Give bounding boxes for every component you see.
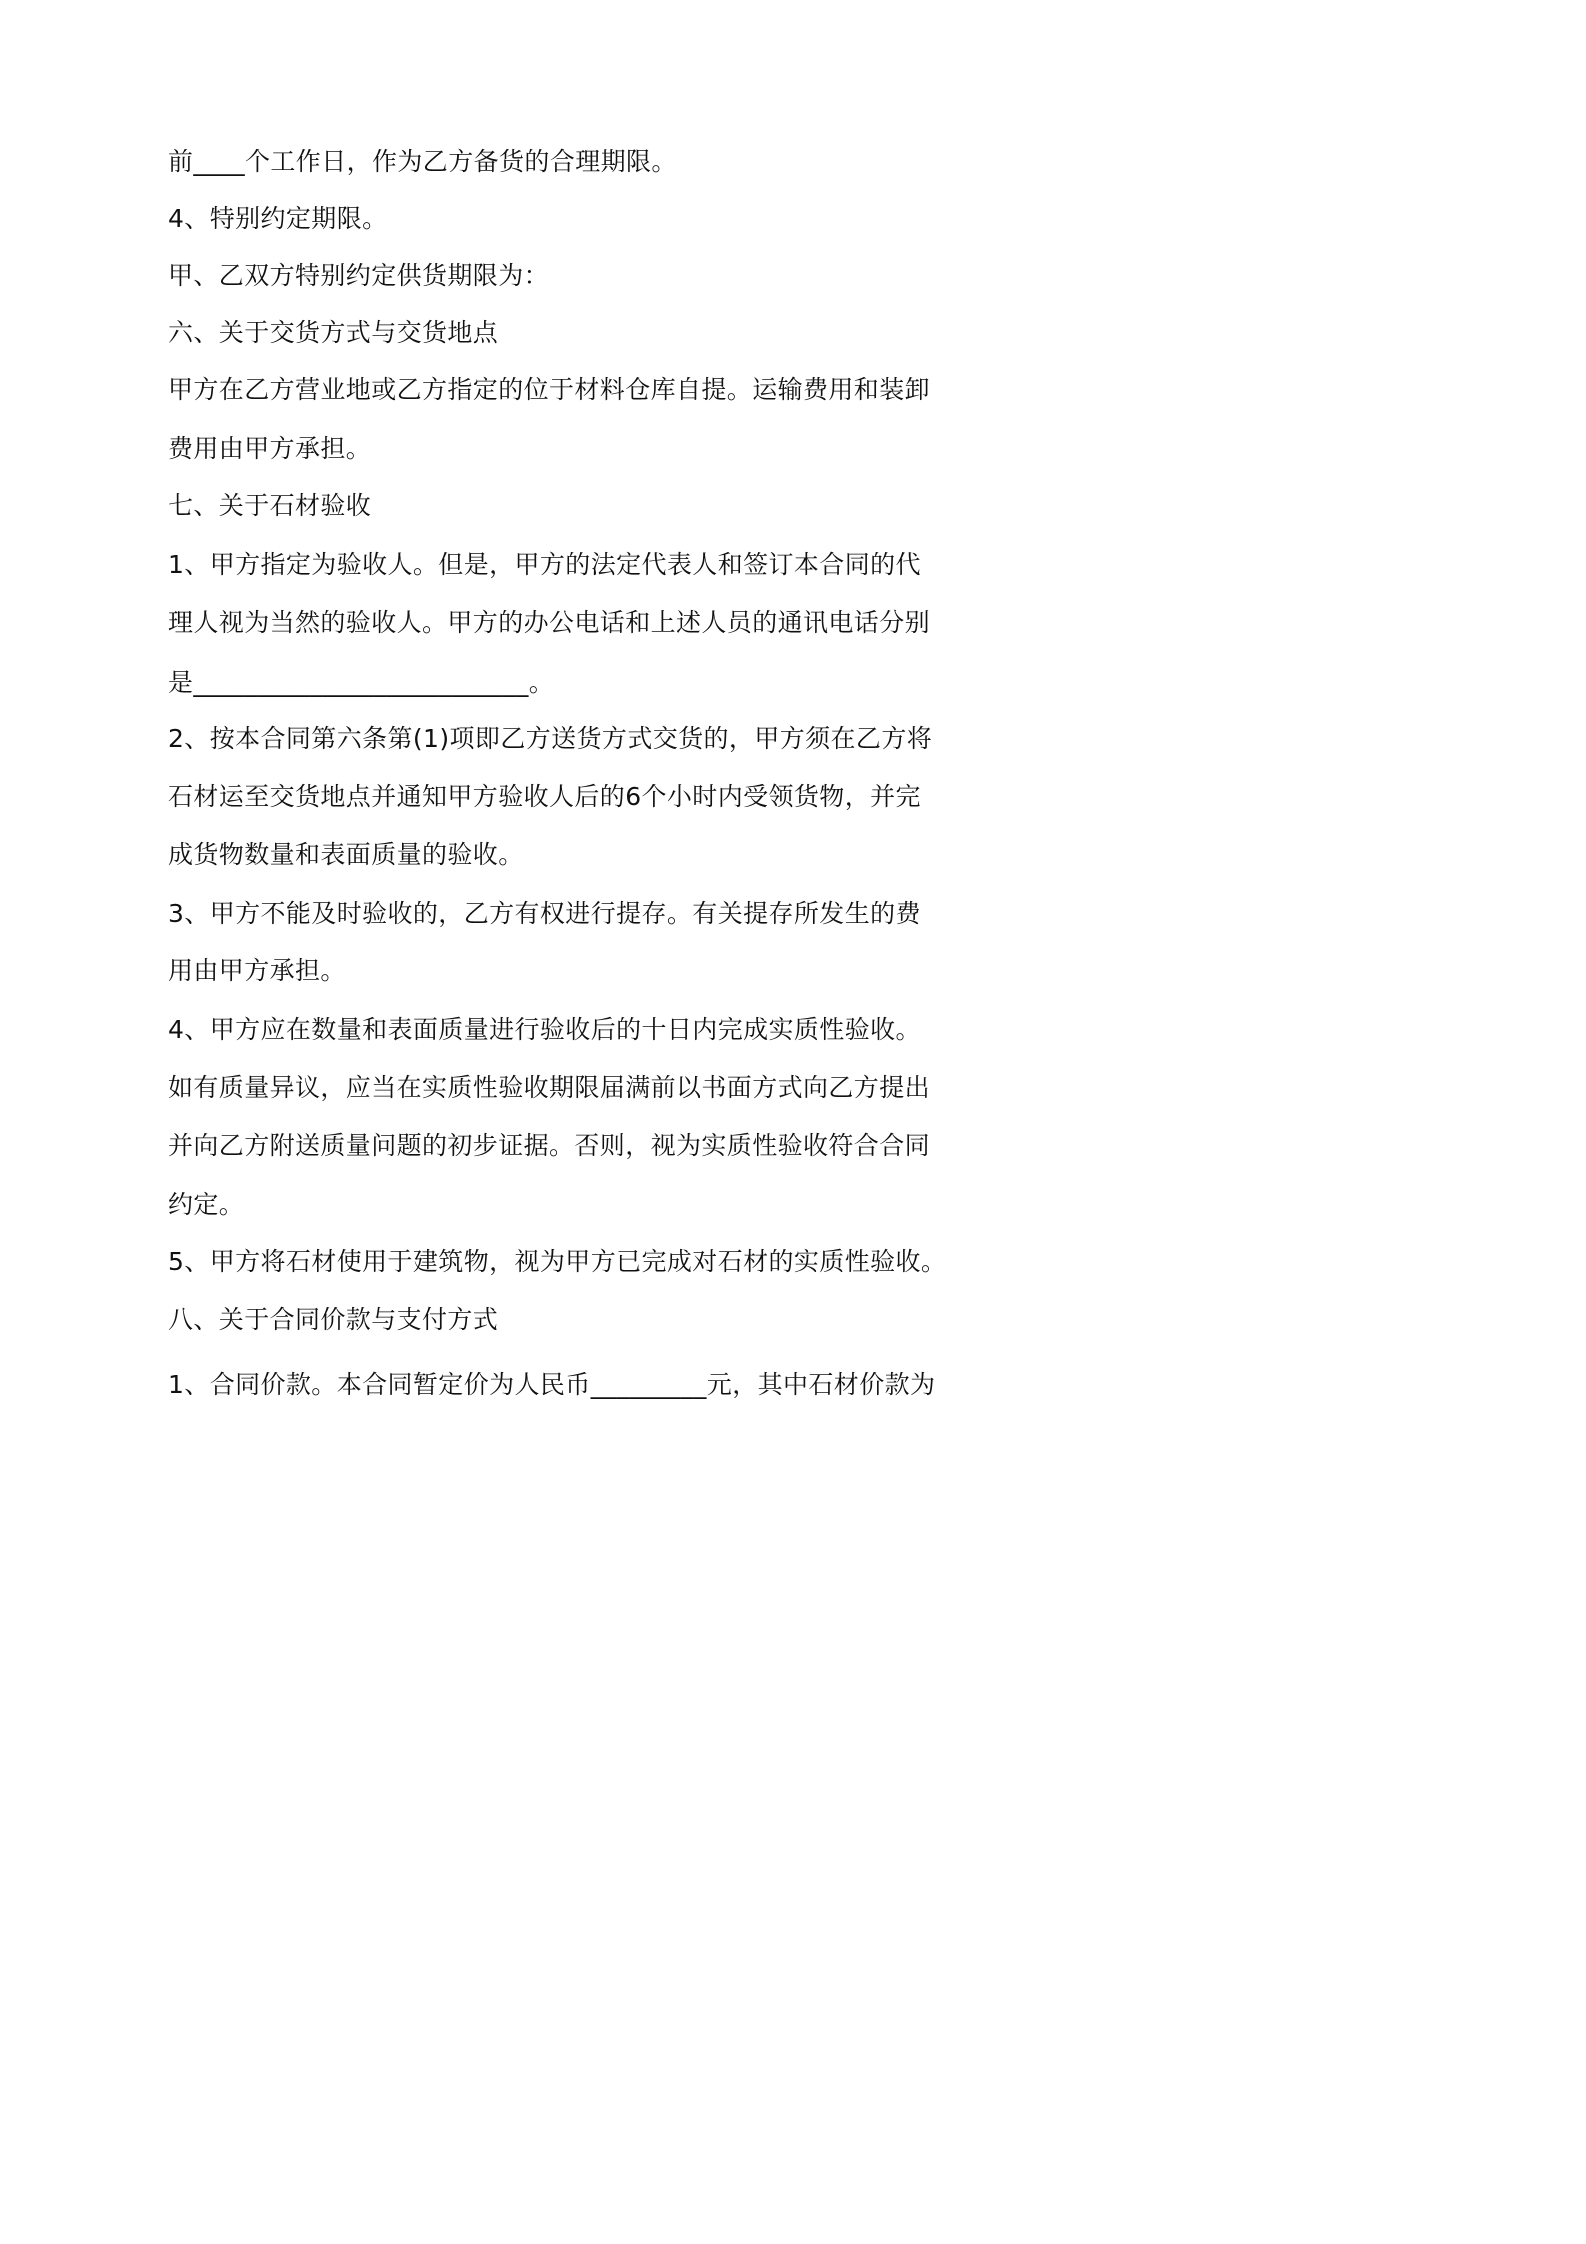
text-line: 4、特别约定期限。 [168,204,388,233]
text-line: 4、甲方应在数量和表面质量进行验收后的十日内完成实质性验收。 [168,1015,921,1044]
text-line: 3、甲方不能及时验收的，乙方有权进行提存。有关提存所发生的费 [168,899,921,928]
text-line: 并向乙方附送质量问题的初步证据。否则，视为实质性验收符合合同 [168,1131,931,1160]
section-heading: 六、关于交货方式与交货地点 [168,318,499,347]
text-line: 甲、乙双方特别约定供货期限为： [168,261,550,290]
text-line: 用由甲方承担。 [168,956,346,985]
text-line: 理人视为当然的验收人。甲方的办公电话和上述人员的通讯电话分别 [168,608,931,637]
document-page [0,0,1100,1556]
text-line: 1、甲方指定为验收人。但是，甲方的法定代表人和签订本合同的代 [168,550,921,579]
text-line: 前____个工作日，作为乙方备货的合理期限。 [168,147,677,176]
text-line: 甲方在乙方营业地或乙方指定的位于材料仓库自提。运输费用和装卸 [168,375,931,404]
text-line: 2、按本合同第六条第(1)项即乙方送货方式交货的，甲方须在乙方将 [168,724,933,753]
text-line: 石材运至交货地点并通知甲方验收人后的6个小时内受领货物，并完 [168,782,921,811]
text-line: 如有质量异议，应当在实质性验收期限届满前以书面方式向乙方提出 [168,1073,931,1102]
text-line: 费用由甲方承担。 [168,434,372,463]
text-line: 成货物数量和表面质量的验收。 [168,840,524,869]
text-line: 是__________________________。 [168,668,555,697]
text-line: 5、甲方将石材使用于建筑物，视为甲方已完成对石材的实质性验收。 [168,1247,947,1276]
text-line: 1、合同价款。本合同暂定价为人民币_________元，其中石材价款为 [168,1370,936,1399]
section-heading: 八、关于合同价款与支付方式 [168,1305,499,1334]
text-line: 约定。 [168,1190,245,1219]
section-heading: 七、关于石材验收 [168,491,372,520]
